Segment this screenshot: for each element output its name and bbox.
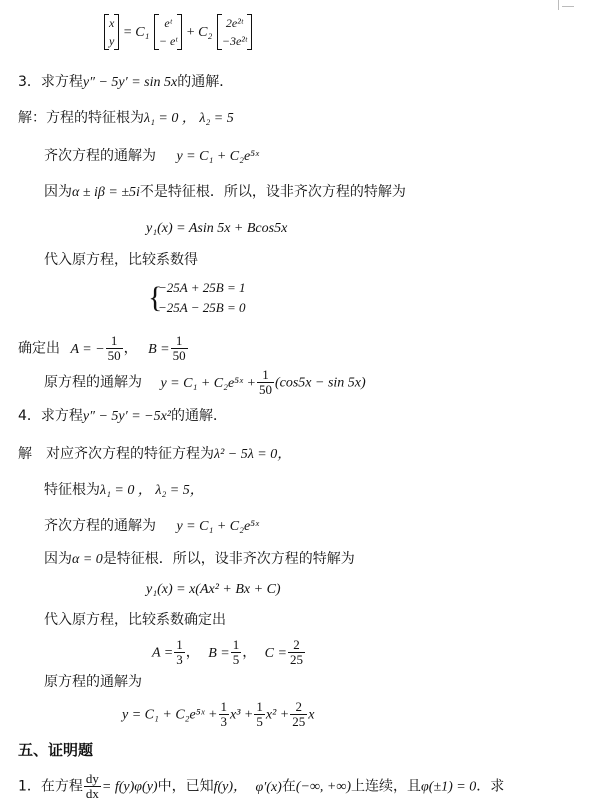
problem-3-general: 原方程的通解为 y = C₁ + C₂e⁵ˣ + $\frac{1}{50}$ (cos5x − sin 5x) bbox=[44, 367, 366, 397]
problem-3-title: 3．求方程y″ − 5y′ = sin 5x的通解． bbox=[18, 74, 234, 90]
problem-3-coefficients: 确定出 A = − $\frac{1}{50}$ ， B = $\frac{1}{50}$ bbox=[18, 333, 186, 363]
problem-4-substitute: 代入原方程，比较系数确定出 bbox=[44, 612, 226, 628]
matrix-equation: x y = C₁ eᵗ − eᵗ + C₂ 2e²ᵗ −3e²ᵗ bbox=[104, 14, 252, 50]
left-brace: { bbox=[148, 281, 163, 314]
section-5-heading: 五、证明题 bbox=[18, 741, 94, 759]
problem-3-homogeneous: 齐次方程的通解为 y = C₁ + C₂e⁵ˣ bbox=[44, 148, 260, 164]
problem-4-because: 因为α = 0是特征根．所以，设非齐次方程的特解为 bbox=[44, 551, 355, 567]
vector-2: 2e²ᵗ −3e²ᵗ bbox=[217, 14, 252, 50]
vector-1: eᵗ − eᵗ bbox=[154, 14, 182, 50]
problem-3-because: 因为α ± iβ = ±5i不是特征根．所以，设非齐次方程的特解为 bbox=[44, 184, 406, 200]
problem-4-general: y = C₁ + C₂e⁵ˣ + $\frac{1}{3}$ x³ + $\frac{1}{5}$ x² + $\frac{2}{25}$ x bbox=[122, 699, 315, 729]
problem-4-homogeneous: 齐次方程的通解为 y = C₁ + C₂e⁵ˣ bbox=[44, 518, 260, 534]
page-corner-mark bbox=[544, 0, 559, 10]
problem-3-roots: 解：方程的特征根为λ₁ = 0 ， λ₂ = 5 bbox=[18, 110, 234, 126]
lhs-vector: x y bbox=[104, 14, 119, 50]
problem-4-general-label: 原方程的通解为 bbox=[44, 674, 142, 690]
page-corner-mark bbox=[562, 6, 574, 17]
problem-3-particular: y₁(x) = Asin 5x + Bcos5x bbox=[146, 221, 288, 236]
problem-4-particular: y₁(x) = x(Ax² + Bx + C) bbox=[146, 582, 281, 597]
problem-4-char-eq: 解 对应齐次方程的特征方程为λ² − 5λ = 0， bbox=[18, 446, 292, 462]
problem-3-system: { −25A + 25B = 1 −25A − 25B = 0 bbox=[148, 278, 245, 318]
problem-4-title: 4．求方程y″ − 5y′ = −5x²的通解． bbox=[18, 408, 227, 424]
problem-4-roots: 特征根为λ₁ = 0 ， λ₂ = 5， bbox=[44, 482, 204, 498]
problem-3-substitute: 代入原方程，比较系数得 bbox=[44, 252, 198, 268]
section-5-item-1: 1．在方程 $\frac{dy}{dx}$ = f(y)φ(y)中，已知f(y)， φ′(x)在(−∞, +∞)上连续，且φ(±1) = 0．求 bbox=[18, 771, 505, 801]
problem-4-coefficients: A = $\frac{1}{3}$ ， B = $\frac{1}{5}$ ， C = $\frac{2}{25}$ bbox=[152, 637, 303, 667]
